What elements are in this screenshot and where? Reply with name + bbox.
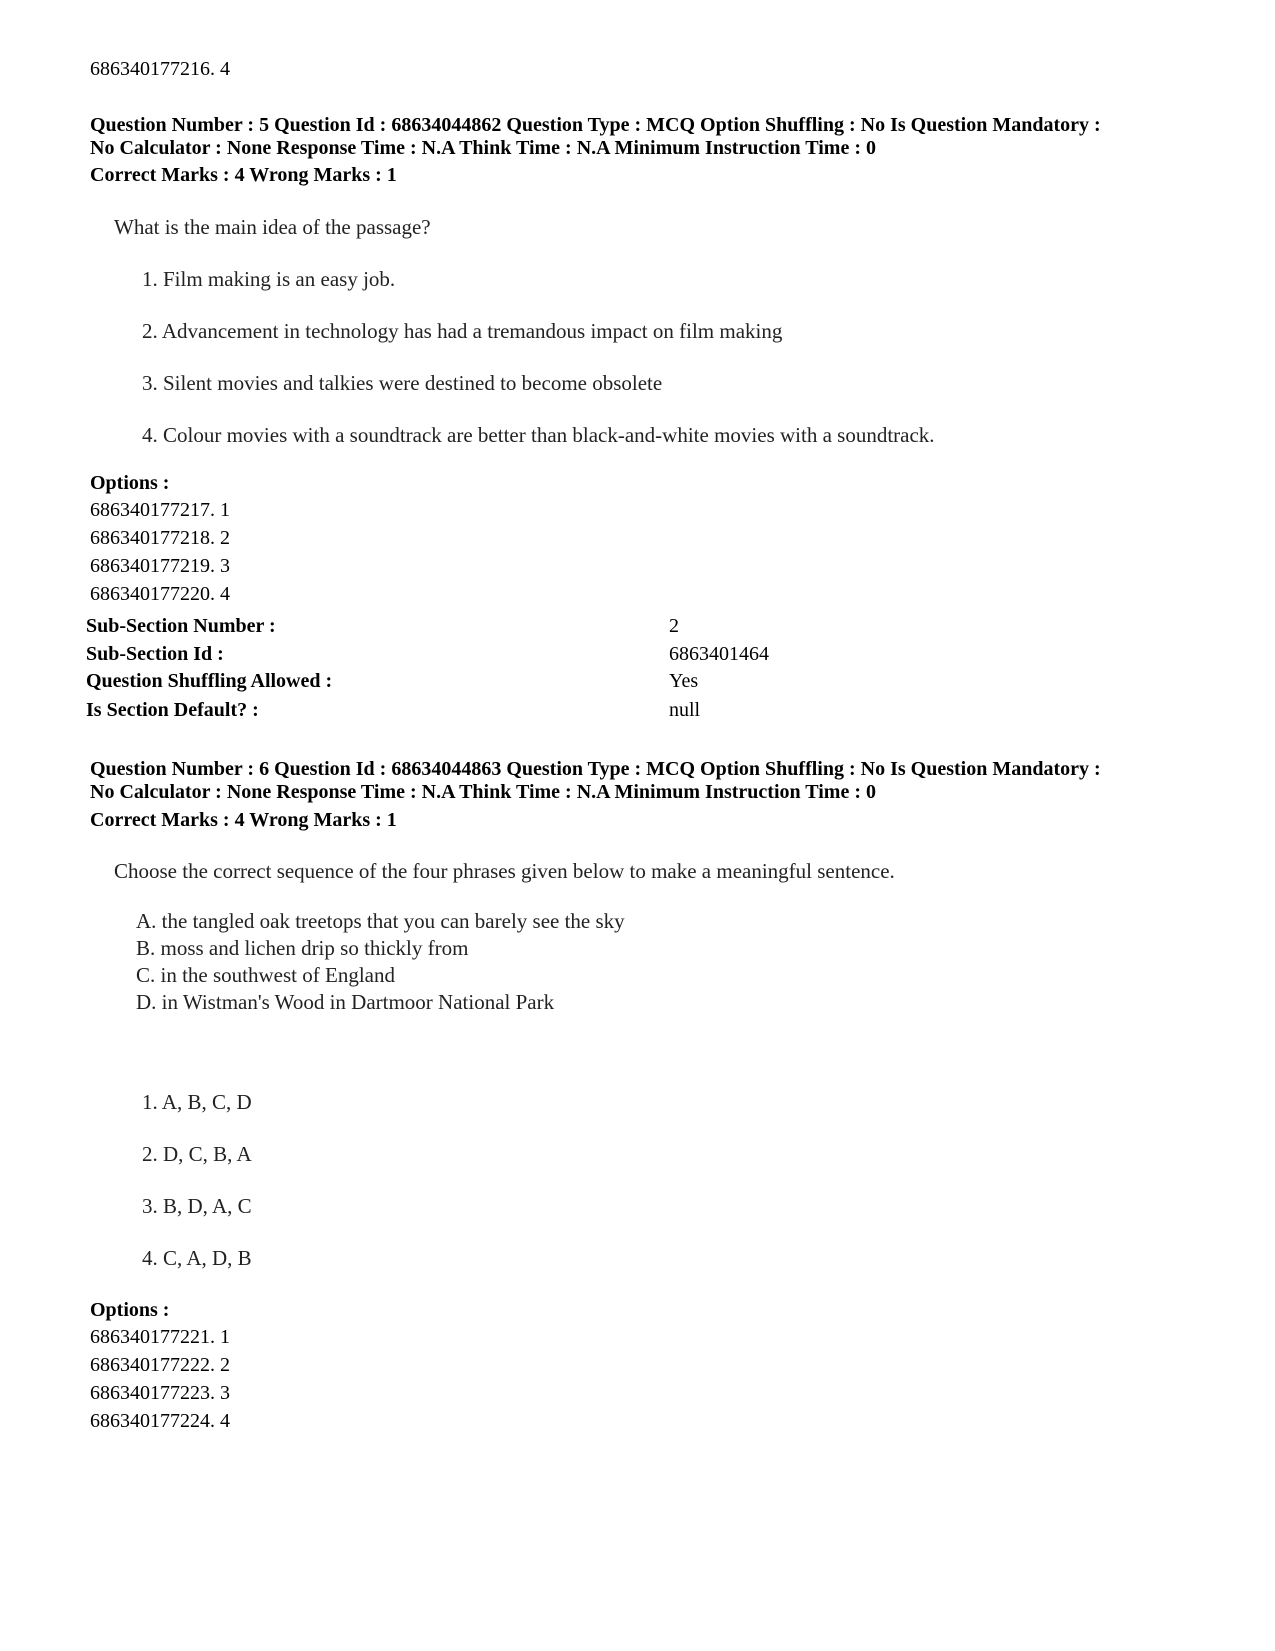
- q5-choice-3: 3. Silent movies and talkies were destined to become obsolete: [142, 371, 663, 395]
- q6-option-id-2: 686340177222. 2: [90, 1354, 230, 1376]
- q6-options-label: Options :: [90, 1299, 170, 1321]
- subsection-id-label: Sub-Section Id :: [86, 643, 224, 665]
- previous-option-id: 686340177216. 4: [90, 58, 230, 80]
- q6-marks: Correct Marks : 4 Wrong Marks : 1: [90, 809, 397, 831]
- question-shuffling-value: Yes: [669, 670, 699, 692]
- q6-question-text: Choose the correct sequence of the four phrases given below to make a meaningful sentence.: [114, 859, 895, 883]
- question-shuffling-label: Question Shuffling Allowed :: [86, 670, 333, 692]
- q5-meta-line-2: No Calculator : None Response Time : N.A Think Time : N.A Minimum Instruction Time : 0: [90, 137, 876, 159]
- q5-meta-line-1: Question Number : 5 Question Id : 68634044862 Question Type : MCQ Option Shuffling : No Is Question Mandatory :: [90, 114, 1101, 136]
- q5-options-label: Options :: [90, 472, 170, 494]
- q6-choice-3: 3. B, D, A, C: [142, 1194, 252, 1218]
- q6-option-id-4: 686340177224. 4: [90, 1410, 230, 1432]
- q6-option-id-1: 686340177221. 1: [90, 1326, 230, 1348]
- q5-option-id-3: 686340177219. 3: [90, 555, 230, 577]
- q5-option-id-2: 686340177218. 2: [90, 527, 230, 549]
- q6-meta-line-1: Question Number : 6 Question Id : 68634044863 Question Type : MCQ Option Shuffling : No Is Question Mandatory :: [90, 758, 1101, 780]
- q6-phrase-a: A. the tangled oak treetops that you can barely see the sky: [136, 909, 625, 933]
- subsection-number-label: Sub-Section Number :: [86, 615, 276, 637]
- q5-choice-4: 4. Colour movies with a soundtrack are better than black-and-white movies with a soundtrack.: [142, 423, 935, 447]
- q6-phrase-d: D. in Wistman's Wood in Dartmoor National Park: [136, 990, 555, 1014]
- q5-marks: Correct Marks : 4 Wrong Marks : 1: [90, 164, 397, 186]
- q5-option-id-1: 686340177217. 1: [90, 499, 230, 521]
- subsection-number-value: 2: [669, 615, 679, 637]
- q6-choice-4: 4. C, A, D, B: [142, 1246, 252, 1270]
- subsection-id-value: 6863401464: [669, 643, 769, 665]
- q6-choice-1: 1. A, B, C, D: [142, 1090, 252, 1114]
- q6-choice-2: 2. D, C, B, A: [142, 1142, 252, 1166]
- q5-choice-2: 2. Advancement in technology has had a tremandous impact on film making: [142, 319, 783, 343]
- q5-question-text: What is the main idea of the passage?: [114, 215, 431, 239]
- q5-option-id-4: 686340177220. 4: [90, 583, 230, 605]
- q6-phrase-b: B. moss and lichen drip so thickly from: [136, 936, 469, 960]
- section-default-value: null: [669, 699, 701, 721]
- q6-meta-line-2: No Calculator : None Response Time : N.A Think Time : N.A Minimum Instruction Time : 0: [90, 781, 876, 803]
- q5-choice-1: 1. Film making is an easy job.: [142, 267, 396, 291]
- q6-phrase-c: C. in the southwest of England: [136, 963, 395, 987]
- q6-option-id-3: 686340177223. 3: [90, 1382, 230, 1404]
- section-default-label: Is Section Default? :: [86, 699, 259, 721]
